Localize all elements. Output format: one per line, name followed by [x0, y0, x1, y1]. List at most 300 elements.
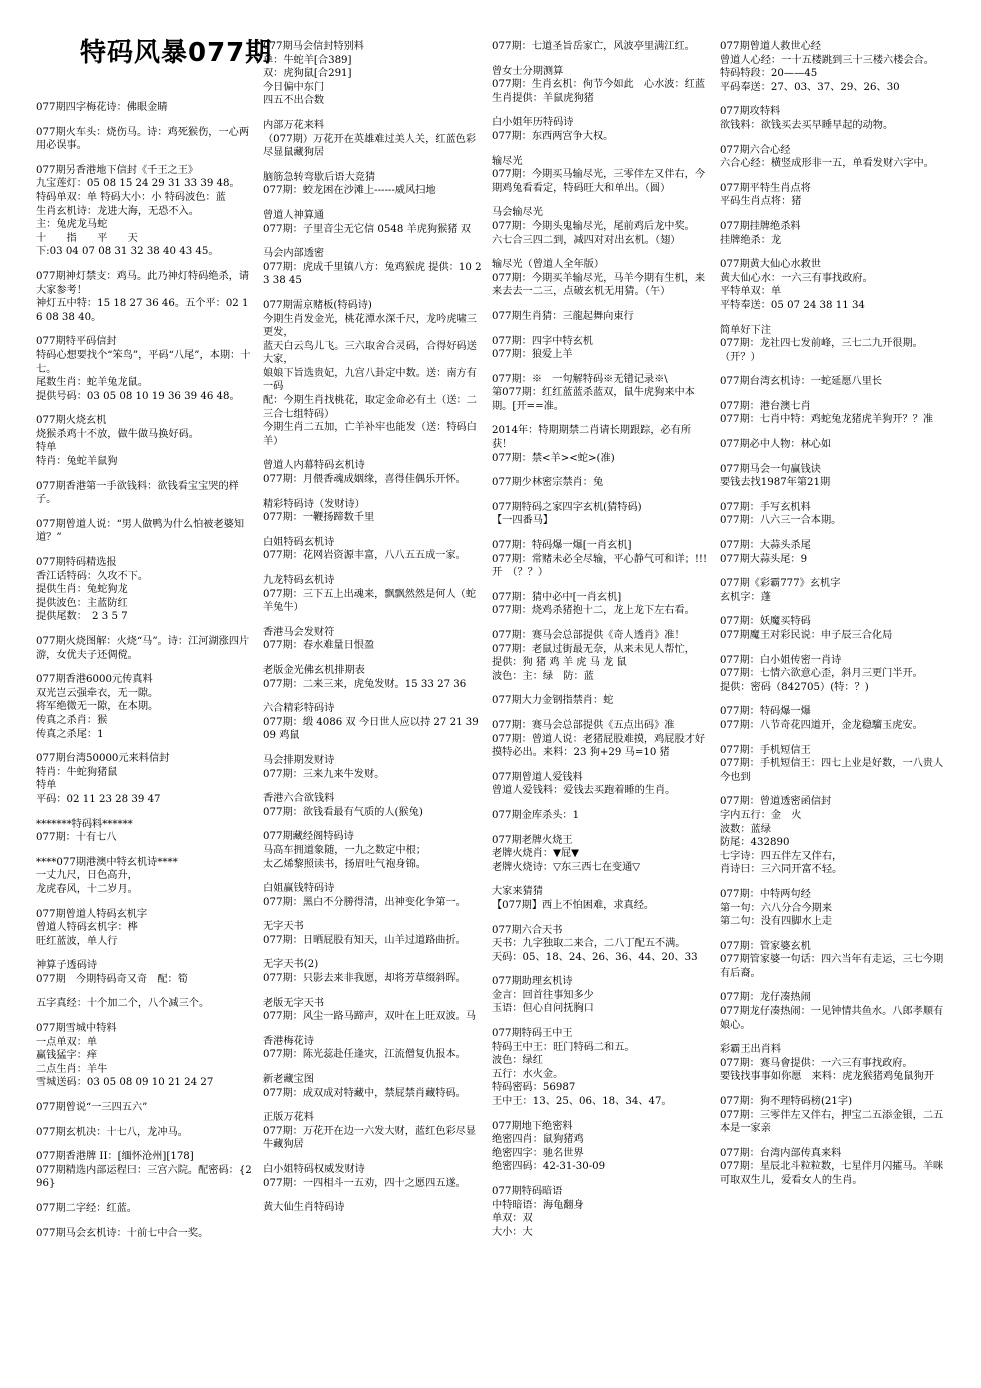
section-heading: 神算子透码诗 — [36, 960, 98, 972]
text-section — [492, 834, 710, 875]
section-line: 要钱找事事如你愿 来料：虎龙猴猪鸡兔鼠狗开 — [720, 1071, 934, 1083]
section-line: 旺红蓝波，单人行 — [36, 935, 118, 947]
section-line: 第077期：红红蓝蓝杀蓝双，鼠牛虎狗来中本期。[开==准。 — [492, 387, 695, 412]
section-heading: 077期：手写玄机料 — [720, 501, 811, 513]
section-line: 单：牛蛇羊[合389] — [263, 54, 352, 66]
section-heading: 077期：管家婆玄机 — [720, 940, 811, 952]
section-heading: 077期少林密宗禁肖：兔 — [492, 477, 604, 489]
section-heading: 077期：狗不理特码榜(21字) — [720, 1096, 853, 1108]
text-section — [720, 1147, 945, 1188]
section-line: 今日偏中东门 — [263, 81, 325, 93]
section-line: 特肖：兔蛇羊鼠狗 — [36, 456, 118, 468]
section-heading: 077期火烧玄机 — [36, 415, 107, 427]
text-section — [36, 635, 254, 662]
section-heading: 077期老牌火烧王 — [492, 834, 573, 846]
text-section — [720, 400, 945, 427]
text-section — [36, 959, 254, 986]
section-line: 中特暗语：海龟翻身 — [492, 1199, 584, 1211]
text-section — [492, 373, 710, 414]
text-section — [36, 1022, 254, 1090]
section-line: 077期：赛马會提供：一六三有事找政府。 — [720, 1057, 913, 1069]
text-section — [36, 856, 254, 897]
section-heading: 马会输尽光 — [492, 207, 543, 219]
text-section — [263, 792, 483, 819]
section-line: 平码奉送：27、03、37、29、26、30 — [720, 81, 900, 93]
section-line: 曾道人爱钱料：爱钱去买跑着睡的生肖。 — [492, 785, 676, 797]
section-line: 十 指 平 天 — [36, 232, 138, 244]
section-line: 077期：星辰北斗粒粒数，七星伴月闪攉马。羊咪可取双生儿，爱看女人的生肖。 — [720, 1161, 944, 1186]
section-line: 特单 — [36, 780, 57, 792]
text-section — [492, 206, 710, 247]
section-heading: 077期香港牌 II：[缅怀沧州][178] — [36, 1151, 194, 1163]
section-line: 第一句：六八分合今期来 — [720, 902, 833, 914]
section-heading: 香港梅花诗 — [263, 1035, 314, 1047]
section-heading: 077期曾道人特码玄机字 — [36, 908, 148, 920]
section-line: 老牌火烧诗：▽东三西七在变通▽ — [492, 861, 641, 873]
section-heading: 老版金光佛玄机排期表 — [263, 664, 365, 676]
text-section — [720, 324, 945, 365]
text-section — [492, 809, 710, 823]
section-line: 077期大蒜头尾：9 — [720, 553, 808, 565]
section-line: 077期：缎 4086 双 今日世人应以持 27 21 39 09 鸡鼠 — [263, 716, 479, 742]
section-line: 077期：生肖玄机：佝节今如此 心水波：红蓝 生肖提供：羊鼠虎狗猪 — [492, 79, 716, 104]
section-line: 绝密四码：42-31-30-09 — [492, 1161, 606, 1173]
section-line: 第二句：没有四脚水上走 — [720, 916, 833, 928]
section-line: 九宝莲灯：05 08 15 24 29 31 33 39 48。 — [36, 178, 240, 190]
section-heading: 香港马会发财符 — [263, 626, 335, 638]
section-line: 双：虎狗鼠[合291] — [263, 68, 352, 80]
section-line: 配：今期生肖找桃花，取定金命必有土（送：二三合七组特码） — [263, 395, 477, 420]
section-heading: 077期：曾道透密函信封 — [720, 796, 832, 808]
text-section — [263, 1073, 483, 1100]
section-heading: 白小姐特码权威发财诗 — [263, 1164, 365, 1175]
text-section — [492, 1185, 710, 1239]
section-line: 传真之杀尾：1 — [36, 728, 104, 740]
section-line: 特码特段：20——45 — [720, 68, 818, 80]
section-heading: 077期特平码信封 — [36, 336, 117, 348]
text-section — [492, 719, 710, 760]
section-line: 玄机字：蓬 — [720, 591, 771, 603]
section-line: 077期：八节奇花四道开，金龙稳騮玉虎安。 — [720, 719, 923, 731]
section-heading: 黄大仙生肖特码诗 — [263, 1202, 345, 1214]
text-section — [720, 40, 945, 94]
section-line: 太乙烯黎照读书，扬眉吐气袍身锦。 — [263, 858, 426, 870]
text-section — [492, 65, 716, 106]
section-heading: 曾道人神算通 — [263, 209, 325, 221]
section-heading: 2014年：特期期禁二肖请长期跟踪，必有所获！ — [492, 425, 692, 451]
section-heading: 077期台湾50000元来料信封 — [36, 753, 170, 765]
section-heading: 白小姐年历特码诗 — [492, 117, 574, 129]
section-line: 双光岂云强牵衣，无一隙。 — [36, 687, 159, 699]
section-line: 绝密四肖：鼠狗猪鸡 — [492, 1134, 584, 1146]
section-heading: 077期：赛马会总部提供《奇人透肖》准！ — [492, 630, 685, 641]
text-section — [36, 1101, 254, 1115]
section-line: 字内五行：金 火 — [720, 809, 802, 821]
text-section — [492, 539, 718, 580]
text-section — [36, 518, 254, 545]
section-heading: 077期：台湾内部传真来料 — [720, 1147, 842, 1159]
section-heading: 077期：龙仔凑热闹 — [720, 992, 811, 1004]
text-section — [36, 1202, 254, 1216]
text-section — [263, 830, 483, 871]
text-section — [720, 375, 945, 389]
section-heading: 077期：特码爆一爆[一肖玄机] — [492, 540, 632, 552]
section-heading: 输尽光（曾道人全年版） — [492, 259, 605, 271]
section-heading: 无字天书 — [263, 921, 304, 933]
section-line: 大小：大 — [492, 1226, 533, 1238]
text-section — [720, 144, 945, 171]
section-heading: 077期马会玄机诗：十前七中合一奖。 — [36, 1227, 209, 1239]
section-line: 077期：成双成对特藏中，禁屁禁肖藏特码。 — [263, 1087, 466, 1099]
section-line: 077期：三来九来牛发财。 — [263, 768, 385, 780]
section-line: 天书：九字独取二来合，二八丁配五不满。 — [492, 938, 686, 950]
text-section — [720, 888, 945, 929]
text-section — [720, 463, 945, 490]
text-section — [492, 924, 710, 965]
text-section — [263, 459, 483, 486]
section-line: 六合心经：横竖成形非一五，单看发财六字中。 — [720, 158, 934, 170]
section-heading: 内部万花来料 — [263, 119, 325, 131]
section-line: 提供：密码（842705）(特：？) — [720, 681, 869, 693]
section-line: 077期：万花开在边一六发大财，蓝红色彩尽显牛藏狗居 — [263, 1125, 477, 1151]
text-section — [492, 335, 710, 362]
section-line: 蓝天白云鸟儿飞。三六取舍合灵码，合得好码送大家， — [263, 340, 477, 366]
section-heading: 077期：中特两句经 — [720, 888, 811, 900]
section-line: 七字诗：四五伴左又伴右， — [720, 850, 843, 862]
section-line: 077期：花网岩资源丰富，八八五五成一家。 — [263, 550, 466, 562]
text-section — [492, 1027, 710, 1109]
section-heading: 077期火车头：烧伤马。诗：鸡死猴伤，一心两用必误事。 — [36, 126, 250, 152]
text-section — [36, 414, 254, 468]
section-heading: 077期台湾玄机诗：一蛇延愿八里长 — [720, 376, 883, 388]
text-section — [36, 270, 254, 324]
section-heading: *******特码料****** — [36, 818, 133, 830]
text-section — [263, 754, 483, 781]
section-line: 龙虎春风，十二岁月。 — [36, 883, 138, 895]
section-heading: 077期曾道人爱钱料 — [492, 771, 583, 783]
section-line: 王中王：13、25、06、18、34、47。 — [492, 1096, 672, 1108]
section-heading: 077期平特生肖点将 — [720, 182, 811, 194]
section-heading: 077期：四字中特玄机 — [492, 335, 593, 347]
text-section — [263, 882, 483, 909]
text-section — [36, 1150, 254, 1191]
section-heading: 九龙特码玄机诗 — [263, 575, 335, 586]
text-section — [263, 119, 483, 160]
section-heading: 077期香港第一手欲钱料：欲钱看宝宝哭的样子。 — [36, 480, 239, 506]
column-4 — [720, 40, 945, 1199]
section-heading: 077期黄大仙心水救世 — [720, 259, 821, 271]
section-line: 波色：绿红 — [492, 1055, 543, 1067]
section-line: 提供尾数： 2 3 5 7 — [36, 611, 128, 623]
text-section — [263, 626, 483, 653]
section-heading: 077期二字经：红蓝。 — [36, 1203, 137, 1214]
section-line: 077期：手机短信王：四七上业是好数，一八贵人今也到 — [720, 758, 944, 783]
section-heading: 077期需京赌板(特码诗) — [263, 299, 372, 311]
text-section — [36, 1227, 254, 1241]
section-line: 特码心想要找个“笨鸟”，平码“八尾”，本期：十七。 — [36, 349, 251, 375]
section-heading: 马会排期发财诗 — [263, 754, 335, 766]
text-section — [720, 438, 945, 452]
text-section — [492, 694, 710, 708]
section-heading: 077期：特码爆一爆 — [720, 706, 811, 718]
section-heading: 077期攻特料 — [720, 106, 781, 118]
section-heading: 077期：猜中必中[一肖玄机] — [492, 591, 622, 603]
section-line: 六七合三四二到，减四对对出玄机。（翅） — [492, 234, 681, 246]
section-heading: 正版万花料 — [263, 1112, 314, 1124]
section-heading: 077期马会信封特别料 — [263, 41, 364, 52]
text-section — [36, 126, 254, 153]
text-section — [720, 1095, 945, 1136]
text-section — [492, 258, 710, 299]
section-line: 077期：十有七八 — [36, 832, 117, 844]
section-heading: ****077期港澳中特玄机诗**** — [36, 856, 178, 868]
section-line: 提供：狗 猪 鸡 羊 虎 马 龙 鼠 — [492, 657, 627, 669]
text-section — [492, 629, 710, 683]
section-line: 生肖玄机诗：龙进大海，无恐不入。 — [36, 205, 199, 217]
column-1 — [36, 101, 254, 1251]
section-heading: 曾道人内幕特码玄机诗 — [263, 460, 365, 472]
text-section — [36, 997, 254, 1011]
section-line: 特码王中王：旺门特码二和五。 — [492, 1041, 635, 1053]
section-line: 077期：日晒屁股有知天，山羊过道路曲折。 — [263, 934, 466, 946]
text-section — [263, 40, 483, 108]
section-heading: 077期：白小姐传密一肖诗 — [720, 654, 842, 666]
section-line: 077期：风尘一路马蹄声，双叶在上旺双波。马 — [263, 1011, 477, 1023]
text-section — [492, 975, 710, 1016]
text-section — [36, 556, 254, 624]
text-section — [263, 498, 483, 525]
section-line: 平特奉送：05 07 24 38 11 34 — [720, 299, 865, 311]
section-line: 077期：一四相斗一五劝，四十之愿四五遂。 — [263, 1177, 466, 1189]
section-heading: 077期大力金钢指禁肖：蛇 — [492, 695, 614, 707]
section-heading: 香港六合欲钱料 — [263, 793, 335, 805]
section-line: 主：兔虎龙马蛇 — [36, 219, 108, 231]
text-section — [492, 1120, 710, 1174]
section-line: 肖诗曰：三六同开富不轻。 — [720, 864, 843, 876]
section-line: 077期：今期买马输尽光，三零伴左又伴右，今期鸡兔看看定，特码旺大和单出。（圆） — [492, 169, 706, 194]
section-heading: 077期：赛马会总部提供《五点出码》准 — [492, 719, 675, 731]
section-line: 077期管家婆一句话：四六当年有走运，三七今期有后裔。 — [720, 954, 944, 979]
text-section — [36, 673, 254, 741]
section-line: 【一四番马】 — [492, 515, 554, 527]
text-section — [720, 105, 945, 132]
section-line: 今期生肖二五加，亡羊补牢也能发（送：特码白羊） — [263, 422, 477, 447]
section-heading: 077期火烧图解：火烧“马”。诗：江河湖涨四片游，女优夫子还倜傥。 — [36, 636, 250, 661]
section-line: 077期：今期头鬼输尽光，尾前鸡后龙中奖。 — [492, 220, 695, 232]
section-heading: 077期特码暗语 — [492, 1186, 563, 1197]
section-line: 077期：狼爱上羊 — [492, 349, 573, 361]
section-heading: 输尽光 — [492, 155, 523, 167]
section-heading: 曾女士分期测算 — [492, 65, 564, 77]
text-section — [720, 501, 945, 528]
text-section — [263, 1111, 483, 1152]
section-line: 四五不出合数 — [263, 95, 325, 107]
section-line: 一丈九尺，日色高升， — [36, 870, 138, 882]
text-section — [720, 795, 945, 877]
text-section — [263, 664, 483, 691]
section-line: 特码单双：单 特码大小：小 特码波色：蓝 — [36, 191, 226, 203]
section-heading: 077期马会一句赢钱诀 — [720, 463, 821, 475]
text-section — [263, 958, 483, 985]
section-line: 天码：05、18、24、26、36、44、20、33 — [492, 951, 698, 963]
text-section — [36, 480, 254, 507]
section-line: 077期：烧鸡杀猪抱十二，龙上龙下左右看。 — [492, 605, 695, 617]
text-section — [492, 424, 710, 465]
section-heading: 077期六合心经 — [720, 144, 791, 156]
text-section — [720, 991, 945, 1032]
section-line: 挂牌绝杀：龙 — [720, 234, 782, 246]
section-line: 077期：陈光蕊赴任逢灾，江流僧复仇报本。 — [263, 1049, 466, 1061]
column-2 — [263, 40, 483, 1226]
section-heading: 077期特码精选报 — [36, 557, 117, 569]
section-line: 神灯五中特：15 18 27 36 46。五个平：02 16 08 38 40。 — [36, 298, 249, 323]
section-line: 娘娘下旨选贵妃，九宫八卦定中数。送：南方有一码 — [263, 367, 477, 393]
text-section — [492, 501, 710, 528]
section-heading: 077期玄机决：十七八，龙冲马。 — [36, 1126, 188, 1138]
text-section — [720, 654, 945, 695]
section-heading: 六合精彩特码诗 — [263, 703, 335, 715]
section-heading: 077期：七道圣旨岳家亡，风波亭里满江红。 — [492, 41, 695, 52]
section-heading: 077期雪城中特料 — [36, 1023, 117, 1035]
text-section — [492, 116, 710, 143]
section-line: 要钱去找1987年第21期 — [720, 477, 831, 489]
section-line: 077期：曾道人说：老猪屁股难摸，鸡屁股才好摸特必出。来料：23 狗+29 马=10 猪 — [492, 733, 706, 759]
text-section — [263, 997, 483, 1024]
section-heading: 077期助理玄机诗 — [492, 976, 573, 988]
section-line: 077期：七情六欲意心歪，斜月三更门半开。 — [720, 668, 923, 680]
section-line: 金言：回首往事知多少 — [492, 989, 594, 1001]
section-line: 077期：二来三来，虎兔发财。15 33 27 36 — [263, 678, 467, 690]
section-heading: 无字天书(2) — [263, 959, 319, 971]
section-line: 077期：禁<羊><蛇>(准) — [492, 452, 615, 464]
text-section — [720, 744, 945, 785]
text-section — [492, 310, 710, 324]
text-section — [720, 940, 945, 981]
section-heading: 大家来猜猜 — [492, 886, 543, 898]
section-line: 将军绝微无一隙，在本期。 — [36, 701, 159, 713]
section-heading: 077期挂牌绝杀料 — [720, 220, 801, 232]
section-heading: 老版无字天书 — [263, 997, 325, 1009]
section-heading: 077期曾道人救世心经 — [720, 41, 821, 52]
section-line: 黄大仙心水：一六三有事找政府。 — [720, 272, 873, 284]
section-line: 提供波色：主蓝防红 — [36, 597, 128, 609]
text-section — [720, 615, 945, 642]
section-line: 老牌火烧肖：▼屁▼ — [492, 848, 579, 860]
section-line: 提供号码：03 05 08 10 19 36 39 46 48。 — [36, 390, 240, 402]
section-line: 077期精选内部运程曰：三宫六院。配密码：{296} — [36, 1164, 252, 1190]
text-section — [492, 476, 710, 490]
section-line: 波数：蓝绿 — [720, 823, 771, 835]
text-section — [720, 258, 945, 312]
text-section — [263, 920, 483, 947]
section-line: 赢钱猛字：痒 — [36, 1050, 98, 1062]
text-section — [36, 752, 254, 806]
section-line: 077期：七肖中特：鸡蛇兔龙猪虎羊狗开？？准 — [720, 414, 934, 426]
text-section — [263, 1163, 483, 1190]
column-3 — [492, 40, 718, 1250]
section-heading: 077期四字梅花诗：佛眼金睛 — [36, 102, 168, 113]
section-line: 077期：欲钱看最有气质的人(猴兔) — [263, 806, 423, 818]
text-section — [720, 705, 945, 732]
section-heading: 077期六合天书 — [492, 924, 563, 936]
section-line: 二点生肖：羊牛 — [36, 1063, 108, 1075]
section-heading: 077期：手机短信王 — [720, 744, 811, 756]
section-heading: 077期另香港地下信封《千王之王》 — [36, 164, 199, 176]
text-section — [36, 335, 254, 403]
section-line: 防尾：432890 — [720, 837, 790, 849]
section-heading: 077期特码王中王 — [492, 1028, 573, 1040]
section-line: 绝密四字：驰名世界 — [492, 1147, 584, 1159]
section-heading: 马会内部透密 — [263, 248, 325, 260]
section-heading: 五字真经：十个加二个，八个减三个。 — [36, 998, 210, 1010]
section-line: 077期：龙社四七发前峰，三七二九开很期。（开？） — [720, 338, 923, 363]
section-line: 特肖：牛蛇狗猪鼠 — [36, 766, 118, 778]
text-section — [36, 1126, 254, 1140]
section-heading: 白姐特码玄机诗 — [263, 536, 335, 548]
section-heading: 077期：港台澳七肖 — [720, 400, 811, 412]
section-line: 欲钱料：欲钱买去买早睡早起的动物。 — [720, 119, 894, 131]
section-line: 077期魔王对彩民说：申子辰三合化局 — [720, 630, 893, 641]
section-line: 077期：今期买羊输尽光，马羊今期有生机，来来去去一二三，点破玄机无用猜。（午） — [492, 272, 706, 298]
text-section — [720, 220, 945, 247]
section-heading: 077期必中人物：林心如 — [720, 439, 832, 451]
section-line: 今期生肖发金光，桃花潭水深千尺，龙吟虎啸三更发， — [263, 313, 477, 339]
section-line: 下:03 04 07 08 31 32 38 40 43 45。 — [36, 246, 219, 258]
section-line: 单双：双 — [492, 1213, 533, 1225]
section-line: 特单 — [36, 442, 57, 454]
section-heading: 077期香港6000元传真料 — [36, 674, 153, 686]
section-heading: 077期金库杀头：1 — [492, 809, 580, 821]
text-section — [263, 1201, 483, 1215]
section-line: 平码：02 11 23 28 39 47 — [36, 793, 161, 805]
text-section — [720, 539, 945, 566]
section-line: 烧猴杀鸡十不放，做牛做马换好码。 — [36, 428, 199, 440]
section-line: 077期龙仔凑热闹：一见钟情共鱼水。八郎孝顺有娘心。 — [720, 1006, 944, 1031]
text-section — [263, 247, 483, 288]
text-section — [263, 299, 483, 449]
section-line: 077期：常赌未必全尽输，平心静气可和详；!!! 开 （？？） — [492, 553, 718, 579]
section-heading: 简单好下注 — [720, 324, 771, 336]
text-section — [36, 908, 254, 949]
section-line: 077期：虎成千里镇八方：兔鸡猴虎 提供：10 23 38 45 — [263, 261, 482, 287]
section-heading: 077期地下绝密料 — [492, 1120, 573, 1132]
section-heading: 077期：※ 一句解特码※无错记录※\ — [492, 373, 668, 385]
section-heading: 077期神灯禁支：鸡马。此乃神灯特码绝杀，请大家参考！ — [36, 270, 250, 296]
section-heading: 077期藏经阁特码诗 — [263, 831, 354, 843]
text-section — [36, 818, 254, 845]
section-line: 077期：子里音尘无它信 0548 羊虎狗猴猪 双 — [263, 223, 471, 235]
text-section — [492, 771, 710, 798]
section-line: 077期：蛟龙困在沙滩上------威风扫地 — [263, 185, 436, 197]
section-heading: 077期曾道人说：“男人做鸭为什么怕被老婆知道？” — [36, 518, 245, 544]
text-section — [720, 1043, 945, 1084]
section-line: 【077期】西上不怕困难，求真经。 — [492, 899, 655, 911]
text-section — [492, 40, 710, 54]
section-line: 特码密码：56987 — [492, 1082, 576, 1094]
section-line: 077期：老鼠过街最无奈，从来未见人帮忙， — [492, 643, 695, 655]
section-line: 香江话特码：久攻不下。 — [36, 570, 149, 582]
section-line: 077期：三下五上出魂来，飘飘然然是何人（蛇羊兔牛） — [263, 588, 477, 614]
section-line: 077期：月偎香魂成姻缘，喜得佳偶乐开怀。 — [263, 474, 466, 486]
text-section — [36, 101, 254, 115]
section-line: 曾道人心经：一十五楼跳到三十三楼六楼会合。 — [720, 54, 934, 66]
text-section — [263, 171, 483, 198]
section-heading: 新老藏宝图 — [263, 1074, 314, 1086]
section-line: 尾数生肖：蛇羊兔龙鼠。 — [36, 377, 149, 389]
section-line: 马高车拥道象随，一九之数定中根； — [263, 844, 426, 856]
text-section — [492, 885, 710, 912]
section-line: 077期：八六三一合本期。 — [720, 515, 842, 527]
